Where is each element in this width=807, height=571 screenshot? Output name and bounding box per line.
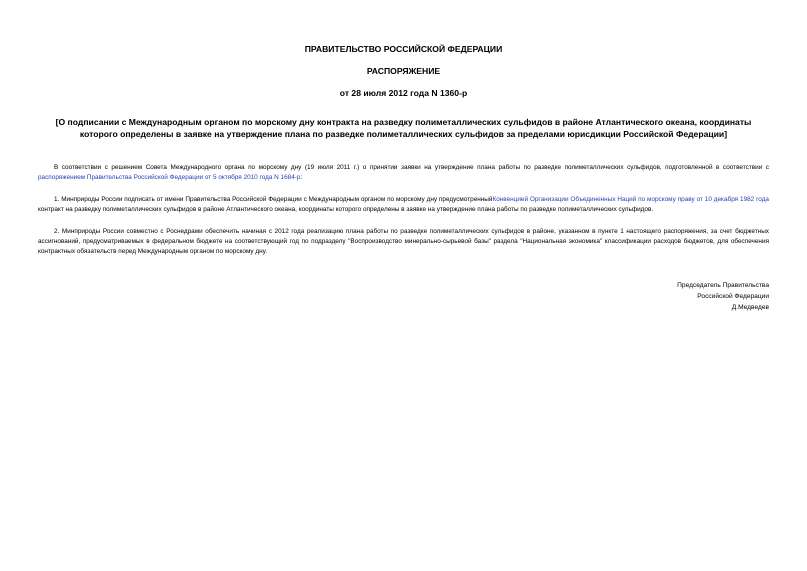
clause-1-end: контракт на разведку полиметаллических сульфидов в районе Атлантического океана, координаты которого определены в заявке на утверждение плана работы по разведке полиметаллических сульфидов. <box>38 205 654 213</box>
preamble-paragraph <box>38 140 769 182</box>
preamble-text: В соответствии с решением Совета Международного органа по морскому дну (19 июля 2011 г.) о принятии заявки на утверждение плана работы по разведке полиметаллических сульфидов, подготовленной в соответствии с <box>54 164 769 171</box>
date-number-heading: от 28 июля 2012 года N 1360-р <box>339 88 468 98</box>
signature-block <box>677 280 769 313</box>
preamble-end: : <box>300 173 303 181</box>
clause-1-paragraph <box>38 182 769 214</box>
document-type-heading: РАСПОРЯЖЕНИЕ <box>366 66 441 76</box>
signature-organization: Российской Федерации <box>697 293 769 300</box>
clause-1-text: 1. Минприроды России подписать от имени Правительства Российской Федерации с Международным органом по морскому дну предусмотренный <box>54 196 493 204</box>
decree-1684-link[interactable]: распоряжением Правительства Российской Федерации от 5 октября 2010 года N 1684-р <box>38 173 301 181</box>
clause-2-paragraph: 2. Минприроды России совместно с Роснедрами обеспечить начиная с 2012 года реализацию плана работы по разведке полиметаллических сульфидов в районе, указанном в пункте 1 настоящего распоряжения, за счет бюджетных ассигнований, предусматриваемых в федеральном бюджете на соответствующий год по подразделу "Воспроизводство минерально-сырьевой базы" раздела "Национальная экономика" классификации расходов бюджетов, для обеспечения контрактных обязательств перед Международным органом по морскому дну. <box>38 228 769 255</box>
un-convention-link[interactable]: Конвенцией Организации Объединенных Наций по морскому праву от 10 декабря 1982 года <box>492 196 769 204</box>
signature-name: Д.Медведев <box>731 304 769 311</box>
signature-title: Председатель Правительства <box>677 282 769 289</box>
government-heading: ПРАВИТЕЛЬСТВО РОССИЙСКОЙ ФЕДЕРАЦИИ <box>304 44 503 54</box>
document-subject-title: [О подписании с Международным органом по морскому дну контракта на разведку полиметаллических сульфидов в районе Атлантического океана, координаты которого определены в заявке на утверждение плана по разведке полиметаллических сульфидов за пределами юрисдикции Российской Федерации] <box>55 117 752 139</box>
